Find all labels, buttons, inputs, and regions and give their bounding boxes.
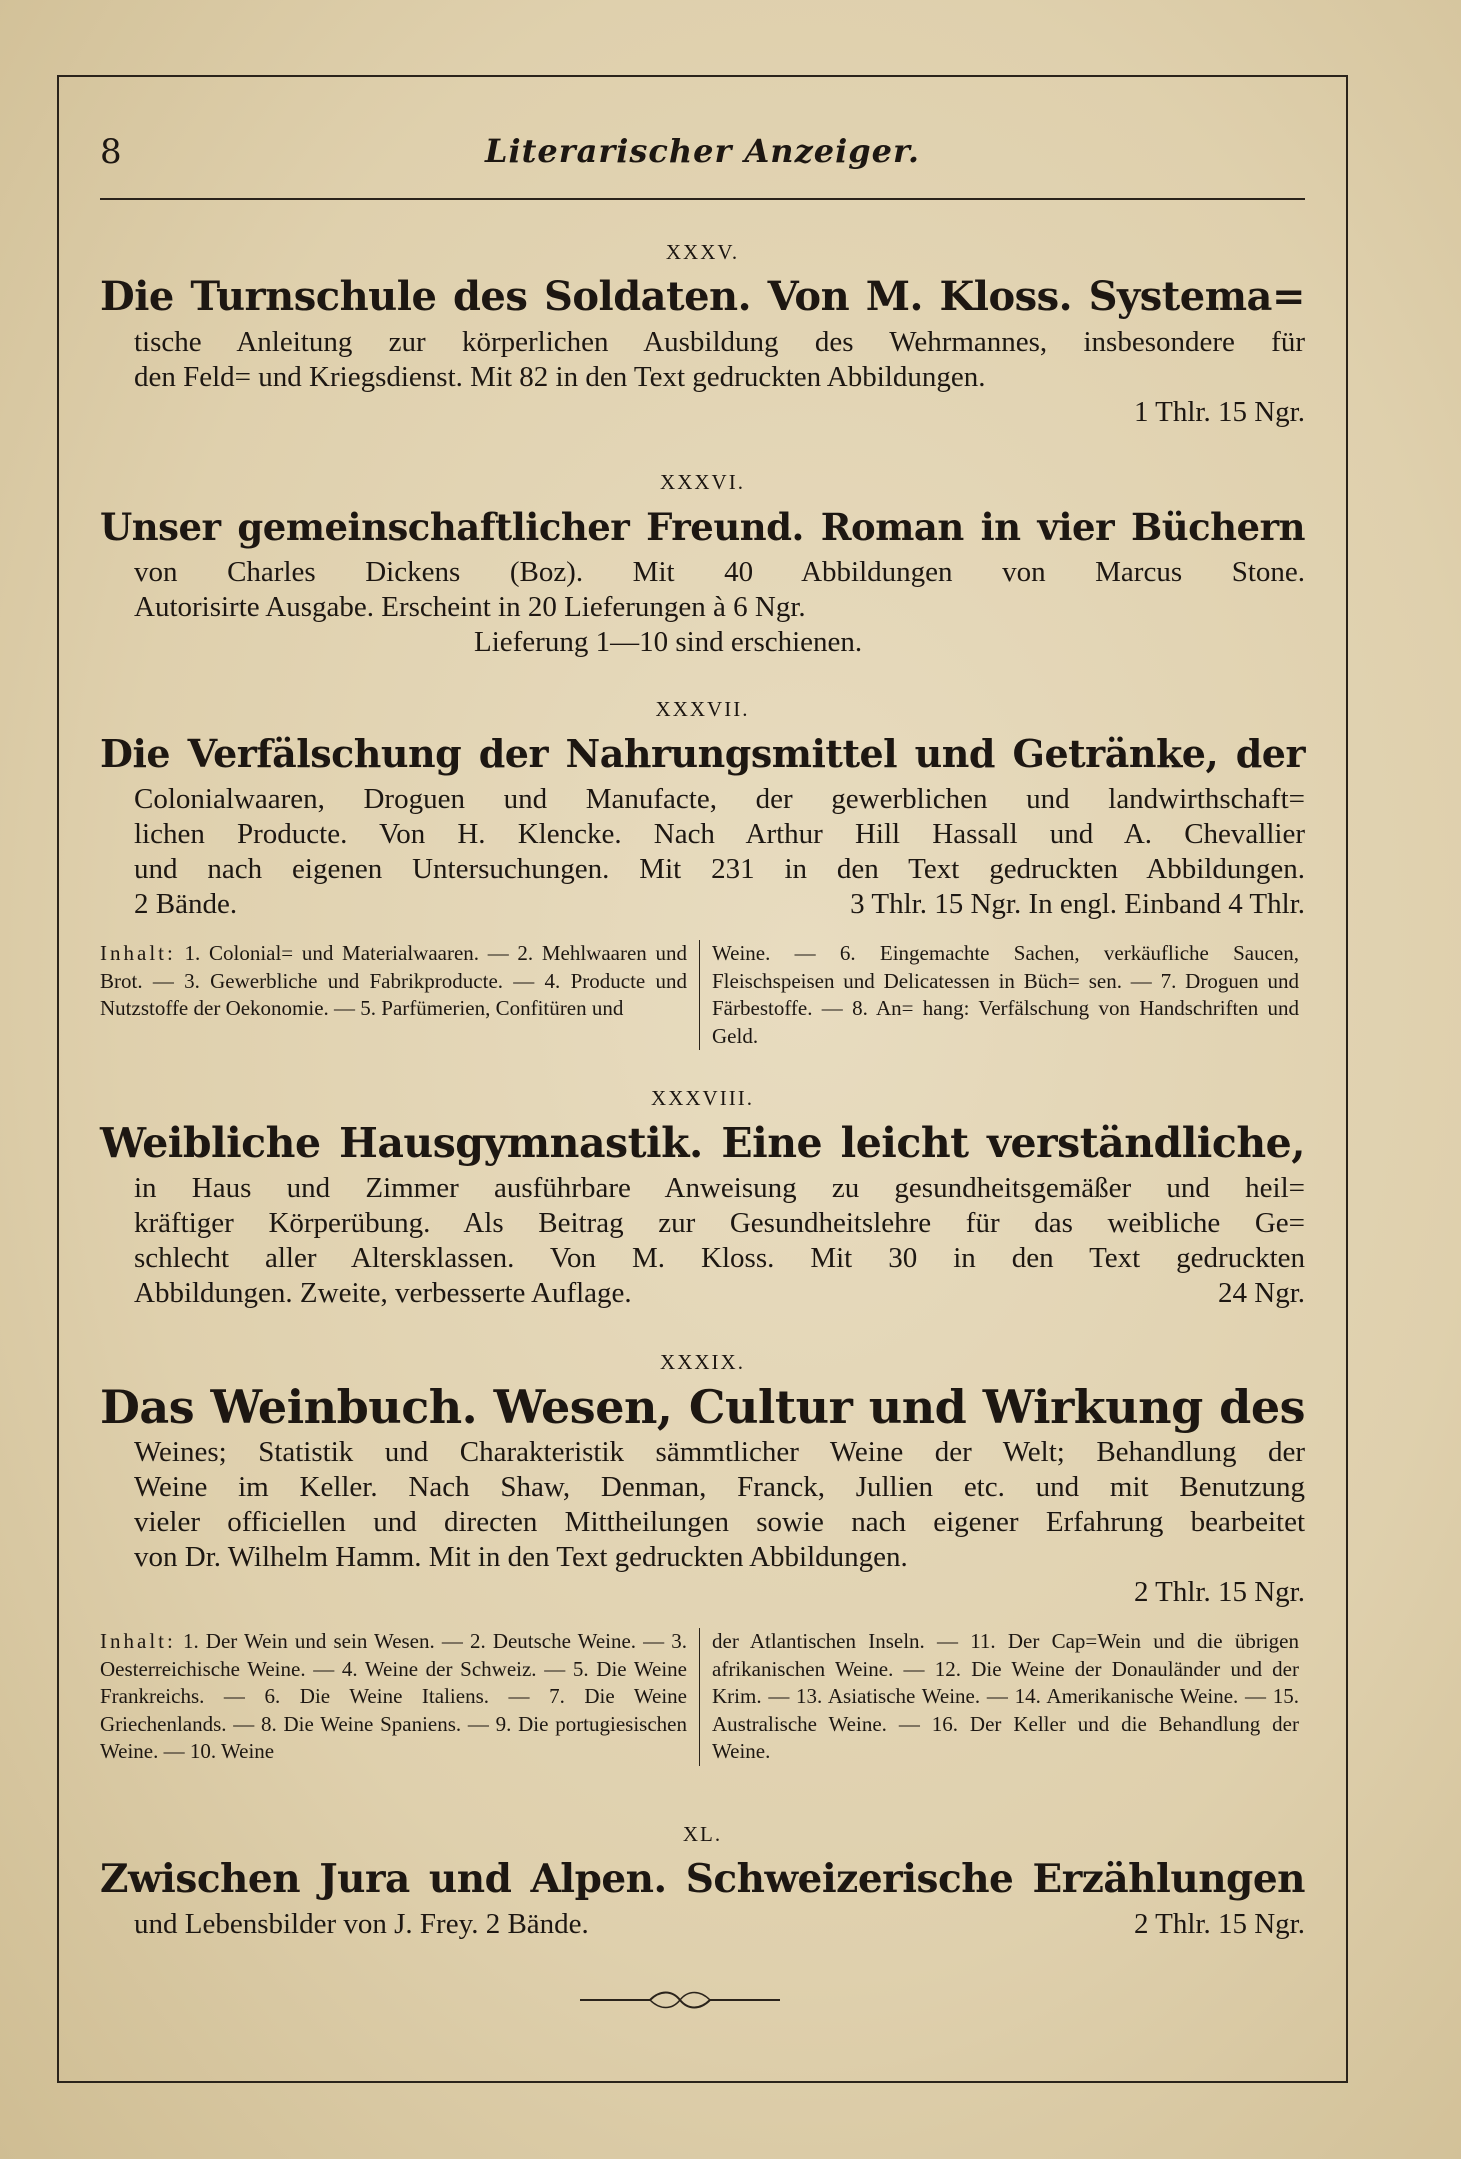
entry-text-line: den Feld= und Kriegsdienst. Mit 82 in den Text gedruckten Abbildungen. [134,361,986,393]
entry-volumes: 2 Bände. [134,888,238,920]
entry-text-line: lichen Producte. Von H. Klencke. Nach Arthur Hill Hassall und A. Chevallier [134,818,1305,850]
contents-label: Inhalt: [100,941,176,965]
entry-xxxvi [100,470,1305,660]
contents-left-text: 1. Der Wein und sein Wesen. — 2. Deutsche Weine. — 3. Oesterreichische Weine. — 4. Weine der Schweiz. — 5. Die Weine Frankreichs. — 6. Die Weine Italiens. — 7. Die Weine Griechenlands. — 8. Die Weine Spaniens. — 9. Die portugiesischen Weine. — 10. Weine [100,1629,687,1763]
page-number: 8 [100,132,122,172]
contents-right-text: Weine. — 6. Eingemachte Sachen, verkäufliche Saucen, Fleischspeisen und Delicatessen in Büch= sen. — 7. Droguen und Färbestoffe. — 8. An= hang: Verfälschung von Handschriften und Geld. [712,941,1299,1048]
entry-text-line: von Dr. Wilhelm Hamm. Mit in den Text gedruckten Abbildungen. [134,1541,908,1573]
entry-title: Weibliche Hausgymnastik. Eine leicht verständliche, [100,1119,1305,1167]
entry-xxxv [100,240,1305,430]
contents-right-column [700,940,1305,1050]
entry-number: XXXVII. [655,697,750,721]
entry-price: 24 Ngr. [1218,1277,1305,1309]
entry-text-line: von Charles Dickens (Boz). Mit 40 Abbildungen von Marcus Stone. [134,556,1305,588]
entry-number: XXXVIII. [651,1086,754,1110]
entry-contents [100,1628,1305,1766]
running-title: Literarischer Anzeiger. [484,132,921,170]
entry-text-line: Autorisirte Ausgabe. Erscheint in 20 Lieferungen à 6 Ngr. [134,591,806,623]
entry-price: 2 Thlr. 15 Ngr. [1133,1576,1305,1608]
running-head [100,132,1305,172]
entry-number: XXXVI. [660,470,745,494]
entry-xxxix [100,1350,1305,1766]
entry-text-line: schlecht aller Altersklassen. Von M. Kloss. Mit 30 in den Text gedruckten [134,1242,1305,1274]
entry-text-line: Weines; Statistik und Charakteristik sämmtlicher Weine der Welt; Behandlung der [134,1436,1305,1468]
contents-right-column [700,1628,1305,1766]
entry-xl [100,1822,1305,1942]
entry-xxxviii [100,1086,1305,1311]
contents-left-text: 1. Colonial= und Materialwaaren. — 2. Mehlwaaren und Brot. — 3. Gewerbliche und Fabrikproducte. — 4. Producte und Nutzstoffe der Oekonomie. — 5. Parfümerien, Confitüren und [100,941,687,1020]
entry-text-line: Weine im Keller. Nach Shaw, Denman, Franck, Jullien etc. und mit Benutzung [134,1471,1305,1503]
entry-contents [100,940,1305,1050]
contents-right-text: der Atlantischen Inseln. — 11. Der Cap=Wein und die übrigen afrikanischen Weine. — 12. Die Weine der Donauländer und der Krim. — 13. Asiatische Weine. — 14. Amerikanische Weine. — 15. Australische Weine. — 16. Der Keller und die Behandlung der Weine. [712,1629,1299,1763]
entry-text-line: kräftiger Körperübung. Als Beitrag zur Gesundheitslehre für das weibliche Ge= [134,1207,1305,1239]
entry-price: 1 Thlr. 15 Ngr. [1133,396,1305,428]
entry-price: 2 Thlr. 15 Ngr. [1133,1908,1305,1940]
entry-title: Die Turnschule des Soldaten. Von M. Kloss. Systema= [100,273,1305,320]
entry-number: XXXIX. [660,1350,745,1374]
closing-ornament-icon [580,1988,780,2012]
entry-text-line: Colonialwaaren, Droguen und Manufacte, der gewerblichen und landwirthschaft= [134,783,1305,815]
entry-title: Unser gemeinschaftlicher Freund. Roman in vier Büchern [100,505,1305,549]
entry-number: XL. [682,1822,723,1846]
entry-last-line: Abbildungen. Zweite, verbesserte Auflage. [134,1277,632,1309]
entry-text-line: vieler officiellen und directen Mittheilungen sowie nach eigener Erfahrung bearbeitet [134,1506,1305,1538]
entry-title: Zwischen Jura und Alpen. Schweizerische Erzählungen [100,1856,1305,1902]
entry-title: Die Verfälschung der Nahrungsmittel und Getränke, der [100,731,1305,776]
entry-title: Das Weinbuch. Wesen, Cultur und Wirkung des [100,1380,1305,1434]
entry-xxxvii [100,697,1305,1050]
header-rule [100,198,1305,200]
entry-price: 3 Thlr. 15 Ngr. In engl. Einband 4 Thlr. [850,888,1305,920]
entry-note: Lieferung 1—10 sind erschienen. [474,626,863,658]
entry-number: XXXV. [665,240,740,264]
entry-text-line: tische Anleitung zur körperlichen Ausbildung des Wehrmannes, insbesondere für [134,326,1305,358]
contents-left-column [100,1628,699,1766]
entry-text-line: in Haus und Zimmer ausführbare Anweisung zu gesundheitsgemäßer und heil= [134,1172,1305,1204]
entry-last-line: und Lebensbilder von J. Frey. 2 Bände. [134,1908,589,1940]
contents-label: Inhalt: [100,1629,176,1653]
entry-text-line: und nach eigenen Untersuchungen. Mit 231 in den Text gedruckten Abbildungen. [134,853,1305,885]
contents-left-column [100,940,699,1050]
